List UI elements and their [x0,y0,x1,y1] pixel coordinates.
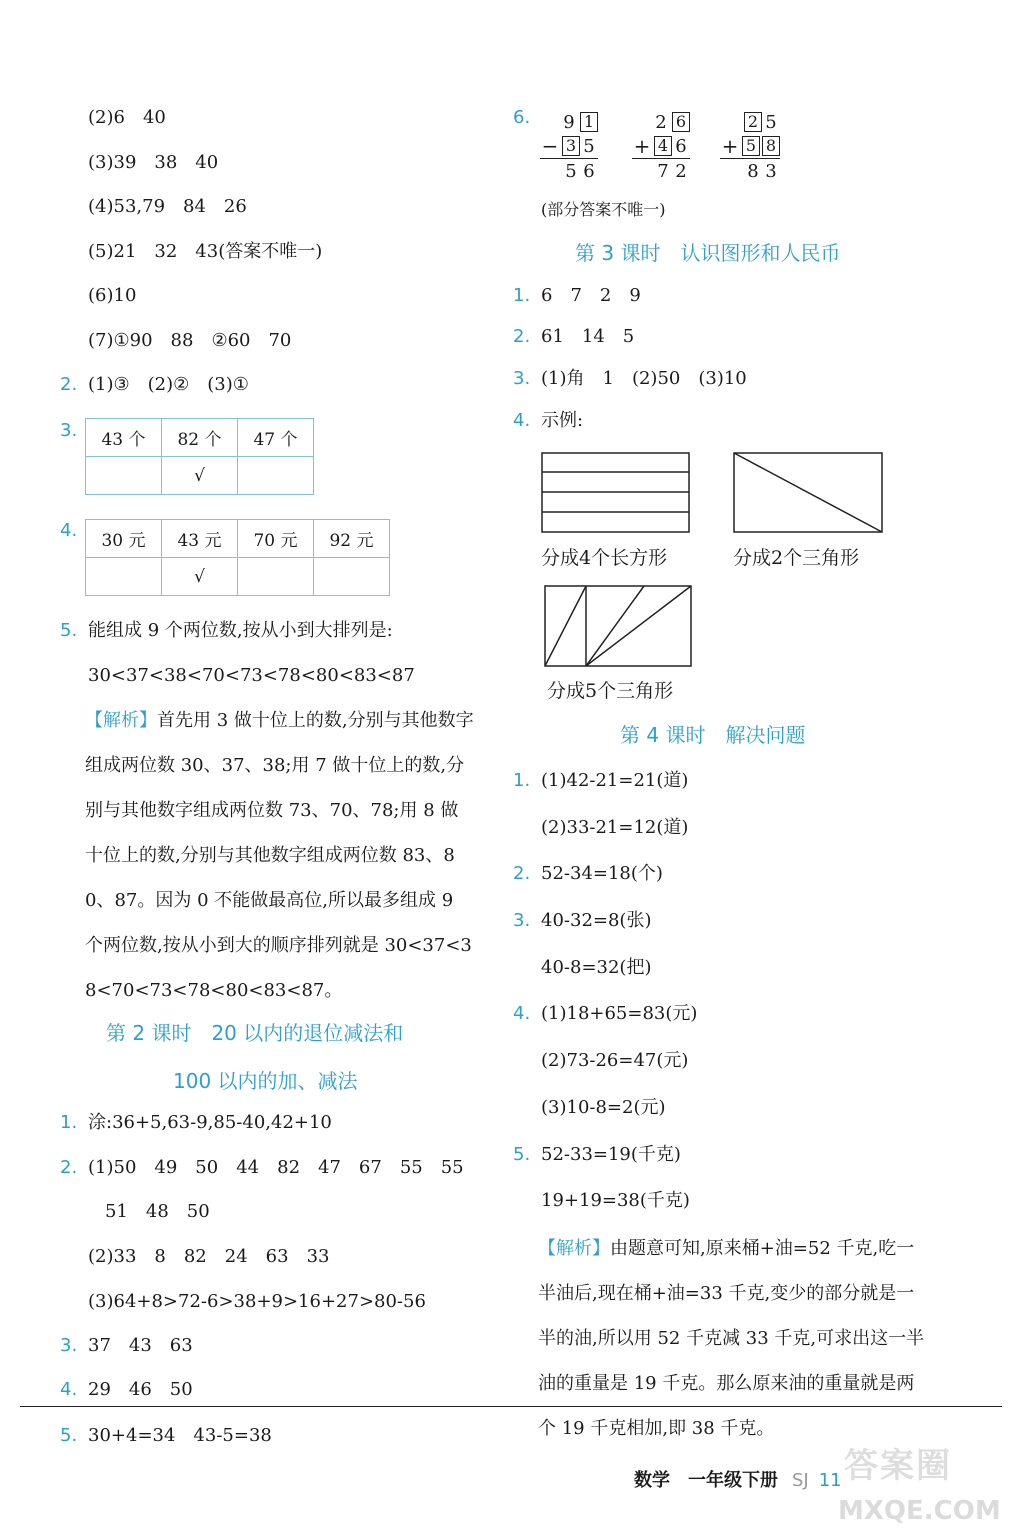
l3-answer: (1)角 1 (2)50 (3)10 [541,368,747,389]
figure-4-rectangles [541,452,693,534]
q3-mark [238,457,314,495]
l2-answer: 29 46 50 [88,1379,193,1400]
q4-header: 43 元 [162,520,238,558]
l4-answer: (3)10-8=2(元) [541,1097,666,1118]
footer-divider [20,1406,1002,1407]
calc-digit: 3 [765,160,777,182]
l2-number: 2. [60,1157,78,1178]
q3-header: 82 个 [162,419,238,457]
q3-header: 43 个 [86,419,162,457]
l2-answer: (2)33 8 82 24 63 33 [88,1246,330,1267]
l4-answer: 19+19=38(千克) [541,1190,690,1211]
q5-number: 5. [60,620,78,641]
lesson3-title: 第 3 课时 认识图形和人民币 [575,241,841,265]
l3-answer: 示例: [541,410,584,431]
q4-mark [238,558,314,596]
calc-digit: 5 [565,160,577,182]
l4-answer: 40-32=8(张) [541,910,652,931]
calc-box: 6 [672,112,690,132]
q3-table [85,418,314,495]
page-footer [634,1466,842,1492]
l2-answer: 涂:36+5,63-9,85-40,42+10 [88,1112,332,1133]
l4-answer: 40-8=32(把) [541,957,652,978]
lesson4-title: 第 4 课时 解决问题 [620,723,806,747]
l4-number: 1. [513,770,531,791]
calc-digit: 2 [675,160,687,182]
figure-2-triangles [733,452,885,534]
q1-answer-4: (4)53,79 84 26 [88,196,247,217]
q3-mark: √ [162,457,238,495]
q1-answer-5: (5)21 32 43(答案不唯一) [88,241,323,262]
calc-box: 1 [580,112,598,132]
l3-answer: 6 7 2 9 [541,285,641,306]
watermark-logo: 答案圈 [844,1446,952,1486]
calc-box: 2 [744,112,762,132]
l4-answer: 52-34=18(个) [541,863,663,884]
q6-number: 6. [513,107,531,128]
l2-number: 4. [60,1379,78,1400]
q4-mark [314,558,390,596]
l2-number: 5. [60,1425,78,1446]
q3-header: 47 个 [238,419,314,457]
calc-digit: 6 [583,160,595,182]
q4-header: 30 元 [86,520,162,558]
footer-subject: 数学 一年级下册 [634,1470,778,1491]
l2-answer: (1)50 49 50 44 82 47 67 55 55 [88,1157,464,1178]
l4-number: 5. [513,1144,531,1165]
q4-header: 70 元 [238,520,314,558]
q1-answer-7: (7)①90 88 ②60 70 [88,330,292,351]
figure-5-triangles [544,585,694,668]
q1-answer-6: (6)10 [88,285,137,306]
q5-line2: 30<37<38<70<73<78<80<83<87 [88,665,415,686]
footer-edition: SJ [792,1470,809,1491]
q4-header: 92 元 [314,520,390,558]
l4-number: 4. [513,1003,531,1024]
calc-box: 4 [654,136,672,156]
vertical-calc-3 [720,110,780,183]
plus-sign: + [633,134,651,158]
l3-number: 3. [513,368,531,389]
l4-answer: (1)18+65=83(元) [541,1003,698,1024]
q5-analysis [85,698,475,1013]
calc-digit: 6 [675,135,687,157]
l2-answer: (3)64+8>72-6>38+9>16+27>80-56 [88,1291,426,1312]
figure-caption: 分成2个三角形 [733,547,860,569]
calc-digit: 2 [655,111,667,133]
q1-answer-3: (3)39 38 40 [88,152,219,173]
figure-caption: 分成4个长方形 [541,547,668,569]
q3-mark [86,457,162,495]
l3-answer: 61 14 5 [541,326,635,347]
q1-answer-2: (2)6 40 [88,107,166,128]
l2-answer: 30+4=34 43-5=38 [88,1425,272,1446]
vertical-calc-2 [632,110,690,183]
l4-answer: (2)33-21=12(道) [541,817,689,838]
lesson2-title-line2: 100 以内的加、减法 [173,1069,358,1093]
plus-sign: + [721,134,739,158]
analysis-tag: 【解析】 [85,710,157,731]
q5-line1: 能组成 9 个两位数,按从小到大排列是: [88,620,393,641]
calc-digit: 5 [583,135,595,157]
calc-digit: 5 [765,111,777,133]
l2-number: 3. [60,1335,78,1356]
q6-note: (部分答案不唯一) [541,200,666,219]
q3-number: 3. [60,420,78,441]
watermark-url: MXQE.COM [838,1496,1001,1526]
q4-number: 4. [60,520,78,541]
l3-number: 1. [513,285,531,306]
l4-answer: 52-33=19(千克) [541,1144,681,1165]
q4-mark [86,558,162,596]
l4-analysis [538,1226,930,1451]
l2-answer: 37 43 63 [88,1335,193,1356]
calc-box: 5 [742,136,760,156]
calc-digit: 9 [563,111,575,133]
l4-answer: (2)73-26=47(元) [541,1050,689,1071]
calc-box: 3 [562,136,580,156]
l2-answer: 51 48 50 [105,1201,210,1222]
l3-number: 2. [513,326,531,347]
q4-mark: √ [162,558,238,596]
calc-digit: 8 [747,160,759,182]
q5-analysis-text: 首先用 3 做十位上的数,分别与其他数字组成两位数 30、37、38;用 7 做十位上的数,分别与其他数字组成两位数 73、70、78;用 8 做十位上的数,分别与其他数字组成两位数 83、80、87。因为 0 不能做最高位,所以最多组成 9 个两位数,按从小到大的顺序排列就是 30<37<38<70<73<78<80<83<87。 [85,710,474,1001]
figure-caption: 分成5个三角形 [547,680,674,702]
q2-answer: (1)③ (2)② (3)① [88,374,249,395]
l4-analysis-text: 由题意可知,原来桶+油=52 千克,吃一半油后,现在桶+油=33 千克,变少的部分就是一半的油,所以用 52 千克减 33 千克,可求出这一半油的重量是 19 千克。那么原来油的重量就是两个 19 千克相加,即 38 千克。 [538,1238,925,1439]
l2-number: 1. [60,1112,78,1133]
l4-number: 3. [513,910,531,931]
l4-number: 2. [513,863,531,884]
analysis-tag: 【解析】 [538,1238,610,1259]
minus-sign: − [541,134,559,158]
page-number: 11 [818,1470,842,1491]
l4-answer: (1)42-21=21(道) [541,770,689,791]
vertical-calc-1 [540,110,598,183]
q2-number: 2. [60,374,78,395]
lesson2-title-line1: 第 2 课时 20 以内的退位减法和 [106,1021,404,1045]
q4-table [85,519,390,596]
l3-number: 4. [513,410,531,431]
calc-box: 8 [762,136,780,156]
calc-digit: 7 [657,160,669,182]
